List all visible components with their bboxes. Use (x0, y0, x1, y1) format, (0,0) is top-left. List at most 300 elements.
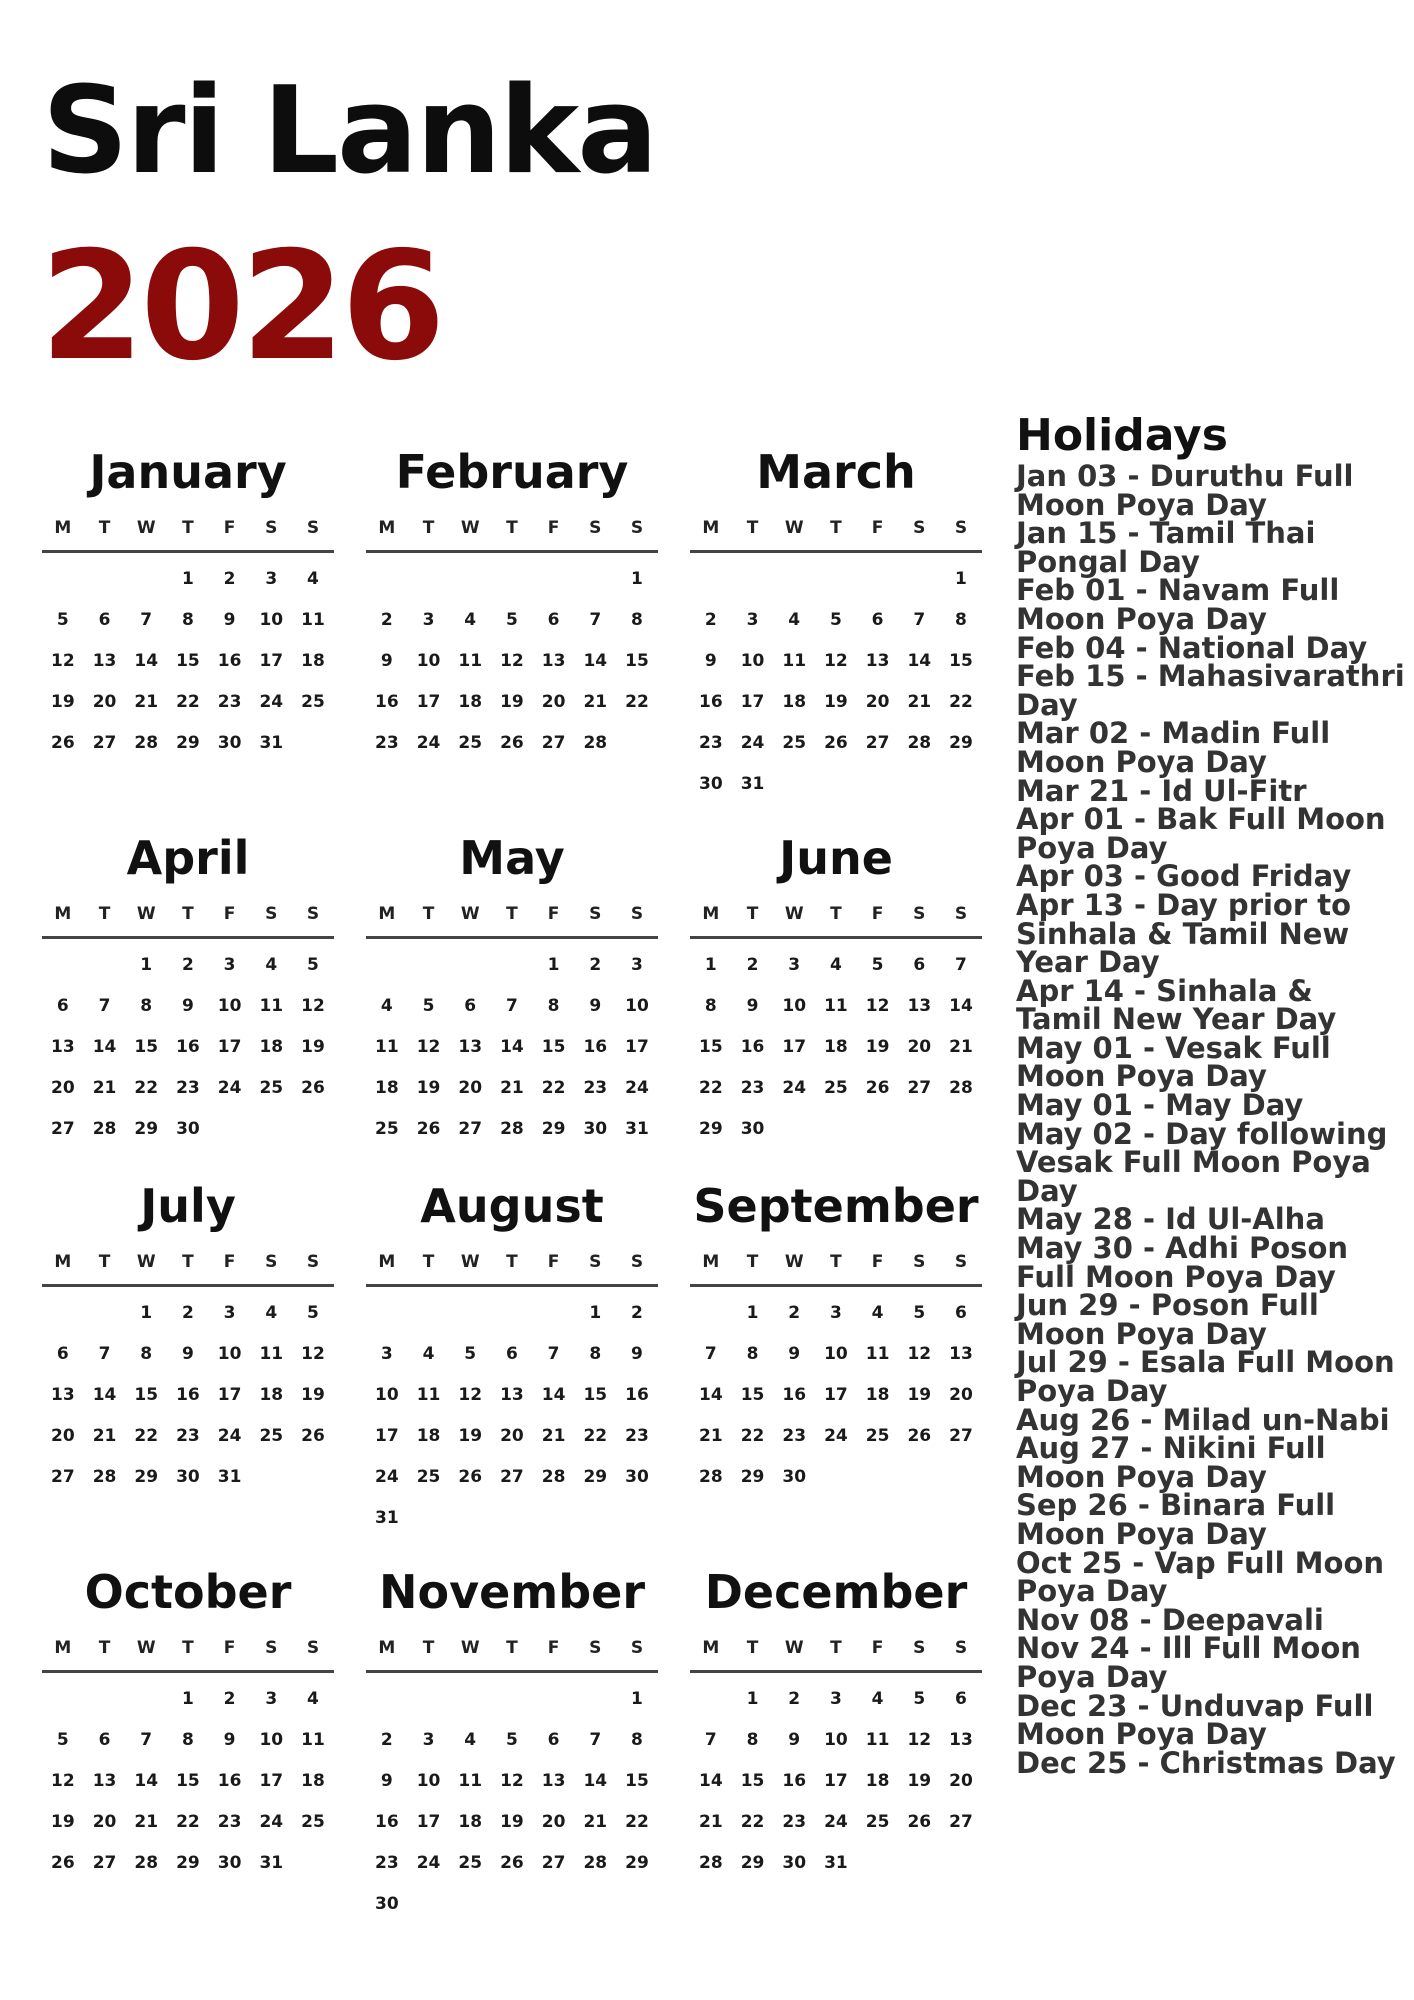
day-cell: 30 (625, 1467, 649, 1487)
day-cell: 7 (505, 996, 518, 1016)
day-cell: 27 (92, 733, 117, 753)
weekday-label: F (871, 518, 884, 538)
month-february (366, 440, 658, 764)
holidays-title: Holidays (1016, 410, 1228, 461)
day-cell: 31 (259, 1853, 284, 1873)
day-cell: 23 (176, 1078, 200, 1098)
divider (690, 1284, 982, 1287)
day-cell: 27 (949, 1426, 973, 1446)
weekday-header (42, 904, 334, 924)
day-cell: 1 (704, 955, 717, 975)
empty-cell (491, 1679, 533, 1720)
day-cell: 20 (51, 1078, 75, 1098)
month-name: May (459, 831, 565, 885)
holiday-item: Aug 26 - Milad un-Nabi (1016, 1402, 1390, 1437)
day-grid (690, 559, 982, 805)
day-cell: 28 (92, 1467, 117, 1487)
weekday-label: S (265, 1252, 278, 1272)
day-cell: 17 (259, 651, 284, 671)
weekday-label: T (182, 904, 194, 924)
weekday-label: M (378, 904, 396, 924)
weekday-label: S (589, 904, 602, 924)
divider (366, 1284, 658, 1287)
day-cell: 11 (416, 1385, 441, 1405)
day-cell: 22 (625, 692, 649, 712)
holiday-list (1016, 459, 1408, 1780)
month-november (366, 1560, 658, 1925)
day-cell: 4 (380, 996, 393, 1016)
month-december (690, 1560, 982, 1884)
weekday-label: T (830, 518, 842, 538)
day-cell: 16 (176, 1385, 200, 1405)
day-cell: 19 (824, 692, 848, 712)
day-cell: 11 (865, 1730, 890, 1750)
day-cell: 7 (98, 996, 111, 1016)
day-cell: 24 (824, 1812, 848, 1832)
day-cell: 11 (259, 1344, 284, 1364)
day-cell: 26 (500, 1853, 524, 1873)
day-cell: 30 (583, 1119, 608, 1139)
day-cell: 2 (746, 955, 759, 975)
day-cell: 27 (458, 1119, 483, 1139)
day-cell: 3 (829, 1689, 842, 1709)
day-cell: 28 (699, 1467, 723, 1487)
day-cell: 6 (955, 1689, 967, 1709)
day-cell: 14 (92, 1037, 117, 1057)
day-cell: 4 (829, 955, 842, 975)
empty-cell (690, 1293, 732, 1334)
day-cell: 6 (464, 996, 477, 1016)
day-cell: 17 (217, 1037, 242, 1057)
day-cell: 11 (458, 651, 483, 671)
day-cell: 23 (740, 1078, 765, 1098)
day-cell: 18 (375, 1078, 399, 1098)
day-cell: 31 (375, 1508, 399, 1528)
holiday-item: Oct 25 - Vap Full Moon Poya Day (1016, 1545, 1385, 1609)
day-grid (366, 1293, 658, 1539)
day-cell: 3 (265, 1689, 278, 1709)
empty-cell (449, 1679, 491, 1720)
day-cell: 1 (181, 1689, 194, 1709)
month-name: January (89, 445, 287, 499)
day-cell: 1 (181, 569, 194, 589)
day-cell: 23 (217, 692, 242, 712)
day-cell: 3 (223, 955, 236, 975)
day-cell: 15 (699, 1037, 723, 1057)
day-grid (366, 945, 658, 1150)
day-cell: 18 (301, 1771, 325, 1791)
holiday-item: Jan 15 - Tamil Thai Pongal Day (1016, 516, 1316, 579)
day-cell: 5 (464, 1344, 477, 1364)
day-cell: 24 (740, 733, 765, 753)
day-cell: 8 (140, 1344, 153, 1364)
day-cell: 4 (788, 610, 801, 630)
day-cell: 21 (699, 1426, 723, 1446)
day-cell: 15 (740, 1771, 765, 1791)
divider (366, 550, 658, 553)
holiday-item: May 28 - Id Ul-Alha (1016, 1202, 1325, 1237)
day-cell: 20 (458, 1078, 483, 1098)
day-cell: 29 (625, 1853, 649, 1873)
day-cell: 21 (134, 692, 159, 712)
day-cell: 2 (380, 1730, 393, 1750)
weekday-label: F (223, 904, 236, 924)
weekday-label: W (460, 1638, 480, 1658)
month-name: September (693, 1179, 979, 1233)
empty-cell (690, 1679, 732, 1720)
day-cell: 23 (375, 733, 399, 753)
weekday-label: T (506, 1638, 518, 1658)
empty-cell (732, 559, 774, 600)
day-cell: 24 (824, 1426, 848, 1446)
day-cell: 7 (589, 610, 602, 630)
day-cell: 19 (907, 1771, 932, 1791)
day-cell: 2 (589, 955, 602, 975)
day-cell: 24 (416, 1853, 441, 1873)
holiday-item: Apr 01 - Bak Full Moon Poya Day (1016, 802, 1386, 865)
day-cell: 1 (140, 1303, 153, 1323)
day-cell: 5 (307, 955, 319, 975)
weekday-label: F (223, 518, 236, 538)
day-cell: 28 (134, 733, 159, 753)
day-cell: 29 (699, 1119, 723, 1139)
day-cell: 15 (134, 1385, 159, 1405)
day-cell: 6 (955, 1303, 967, 1323)
weekday-label: W (136, 1252, 156, 1272)
empty-cell (408, 559, 450, 600)
weekday-label: F (871, 1638, 884, 1658)
day-cell: 3 (422, 610, 435, 630)
day-cell: 2 (631, 1303, 643, 1323)
empty-cell (533, 1293, 575, 1334)
day-cell: 10 (625, 996, 649, 1016)
day-cell: 9 (704, 651, 717, 671)
day-cell: 7 (589, 1730, 602, 1750)
day-cell: 27 (51, 1119, 75, 1139)
weekday-label: S (913, 1638, 926, 1658)
day-cell: 10 (217, 996, 242, 1016)
day-cell: 28 (699, 1853, 723, 1873)
day-cell: 14 (583, 1771, 608, 1791)
day-cell: 4 (871, 1689, 884, 1709)
empty-cell (84, 1293, 126, 1334)
day-cell: 19 (907, 1385, 932, 1405)
day-cell: 13 (51, 1037, 75, 1057)
day-cell: 3 (631, 955, 643, 975)
day-cell: 25 (301, 1812, 325, 1832)
day-cell: 24 (217, 1078, 242, 1098)
day-cell: 23 (583, 1078, 608, 1098)
day-cell: 10 (824, 1730, 848, 1750)
holiday-item: Aug 27 - Nikini Full Moon Poya Day (1016, 1431, 1326, 1494)
weekday-label: T (182, 1252, 194, 1272)
weekday-label: W (460, 1252, 480, 1272)
day-cell: 13 (92, 651, 117, 671)
day-cell: 14 (583, 651, 608, 671)
day-cell: 22 (740, 1812, 765, 1832)
month-october (42, 1560, 334, 1884)
day-cell: 15 (541, 1037, 566, 1057)
day-cell: 18 (301, 651, 325, 671)
day-cell: 7 (913, 610, 926, 630)
day-cell: 18 (458, 692, 483, 712)
day-cell: 9 (223, 1730, 236, 1750)
day-cell: 2 (181, 955, 194, 975)
weekday-label: S (589, 1638, 602, 1658)
day-cell: 18 (865, 1771, 890, 1791)
divider (690, 550, 982, 553)
weekday-label: M (54, 518, 72, 538)
weekday-label: S (630, 1638, 644, 1658)
weekday-label: W (784, 904, 804, 924)
weekday-header (42, 1638, 334, 1658)
empty-cell (125, 559, 167, 600)
day-cell: 24 (375, 1467, 399, 1487)
day-cell: 15 (176, 651, 200, 671)
day-cell: 19 (500, 1812, 524, 1832)
weekday-label: S (954, 1638, 968, 1658)
empty-cell (366, 559, 408, 600)
day-cell: 26 (51, 1853, 75, 1873)
weekday-label: W (136, 904, 156, 924)
empty-cell (125, 1679, 167, 1720)
day-cell: 29 (134, 1467, 159, 1487)
weekday-label: T (422, 518, 435, 538)
empty-cell (42, 945, 84, 986)
day-cell: 4 (265, 1303, 278, 1323)
day-cell: 21 (699, 1812, 723, 1832)
day-cell: 16 (583, 1037, 608, 1057)
day-cell: 9 (589, 996, 602, 1016)
weekday-label: T (830, 1638, 842, 1658)
day-cell: 25 (301, 692, 325, 712)
day-cell: 30 (782, 1467, 807, 1487)
day-cell: 9 (380, 1771, 393, 1791)
day-cell: 15 (176, 1771, 200, 1791)
day-cell: 28 (583, 1853, 608, 1873)
day-cell: 23 (625, 1426, 649, 1446)
weekday-label: F (223, 1638, 236, 1658)
day-cell: 15 (583, 1385, 608, 1405)
day-cell: 12 (416, 1037, 441, 1057)
day-grid (366, 1679, 658, 1925)
day-cell: 17 (824, 1385, 848, 1405)
month-april (42, 826, 334, 1150)
day-cell: 10 (824, 1344, 848, 1364)
day-cell: 6 (547, 610, 560, 630)
day-cell: 15 (625, 651, 649, 671)
weekday-header (366, 904, 658, 924)
month-january (42, 440, 334, 764)
day-cell: 20 (541, 692, 566, 712)
day-cell: 10 (416, 1771, 441, 1791)
day-cell: 27 (92, 1853, 117, 1873)
year-heading: 2026 (40, 220, 442, 394)
day-cell: 22 (134, 1426, 159, 1446)
day-cell: 29 (583, 1467, 608, 1487)
empty-cell (84, 945, 126, 986)
weekday-label: W (136, 518, 156, 538)
day-cell: 6 (547, 1730, 560, 1750)
day-cell: 6 (98, 610, 111, 630)
day-cell: 8 (746, 1730, 759, 1750)
day-cell: 17 (782, 1037, 807, 1057)
weekday-header (690, 1252, 982, 1272)
day-cell: 25 (824, 1078, 848, 1098)
holiday-item: Dec 23 - Unduvap Full Moon Poya Day (1016, 1688, 1374, 1752)
day-cell: 31 (625, 1119, 649, 1139)
day-cell: 11 (458, 1771, 483, 1791)
day-cell: 14 (134, 1771, 159, 1791)
weekday-label: M (54, 904, 72, 924)
day-cell: 29 (176, 733, 200, 753)
weekday-label: S (913, 904, 926, 924)
weekday-label: S (630, 904, 644, 924)
day-cell: 13 (865, 651, 890, 671)
weekday-label: T (98, 1252, 111, 1272)
weekday-label: F (547, 518, 560, 538)
weekday-label: S (306, 904, 320, 924)
day-cell: 20 (541, 1812, 566, 1832)
day-cell: 15 (949, 651, 973, 671)
day-cell: 3 (829, 1303, 842, 1323)
day-cell: 21 (92, 1426, 117, 1446)
day-grid (690, 1293, 982, 1498)
day-cell: 28 (583, 733, 608, 753)
day-cell: 28 (92, 1119, 117, 1139)
weekday-header (690, 518, 982, 538)
day-cell: 6 (56, 1344, 69, 1364)
day-cell: 1 (140, 955, 153, 975)
day-cell: 10 (375, 1385, 399, 1405)
weekday-label: T (422, 1638, 435, 1658)
day-cell: 8 (704, 996, 717, 1016)
day-cell: 29 (541, 1119, 566, 1139)
weekday-label: M (702, 904, 720, 924)
day-cell: 24 (782, 1078, 807, 1098)
day-cell: 9 (746, 996, 759, 1016)
month-name: August (420, 1179, 604, 1233)
day-cell: 12 (907, 1730, 932, 1750)
empty-cell (366, 945, 408, 986)
day-cell: 26 (301, 1078, 325, 1098)
day-cell: 8 (547, 996, 560, 1016)
day-cell: 18 (259, 1037, 284, 1057)
day-cell: 26 (500, 733, 524, 753)
divider (42, 550, 334, 553)
holiday-item: May 02 - Day following Vesak Full Moon Poya Day (1016, 1116, 1388, 1208)
day-cell: 27 (500, 1467, 524, 1487)
divider (42, 1670, 334, 1673)
day-cell: 31 (824, 1853, 848, 1873)
day-cell: 1 (589, 1303, 602, 1323)
weekday-label: S (954, 904, 968, 924)
day-cell: 19 (416, 1078, 441, 1098)
month-may (366, 826, 658, 1150)
day-cell: 15 (625, 1771, 649, 1791)
day-cell: 1 (631, 569, 643, 589)
month-march (690, 440, 982, 805)
day-cell: 20 (907, 1037, 932, 1057)
day-cell: 29 (949, 733, 973, 753)
day-cell: 12 (500, 1771, 524, 1791)
day-cell: 21 (583, 692, 608, 712)
day-cell: 9 (788, 1730, 801, 1750)
day-cell: 16 (625, 1385, 649, 1405)
divider (42, 1284, 334, 1287)
day-cell: 30 (782, 1853, 807, 1873)
page-title: Sri Lanka (42, 62, 657, 201)
weekday-label: T (98, 1638, 111, 1658)
day-cell: 13 (949, 1344, 973, 1364)
day-cell: 17 (625, 1037, 649, 1057)
weekday-label: F (871, 1252, 884, 1272)
day-cell: 13 (949, 1730, 973, 1750)
weekday-label: T (746, 518, 759, 538)
day-cell: 18 (865, 1385, 890, 1405)
day-cell: 10 (217, 1344, 242, 1364)
weekday-header (366, 518, 658, 538)
day-cell: 30 (740, 1119, 765, 1139)
empty-cell (898, 559, 940, 600)
day-cell: 16 (782, 1385, 807, 1405)
day-cell: 22 (134, 1078, 159, 1098)
weekday-label: M (702, 1252, 720, 1272)
weekday-label: S (306, 1252, 320, 1272)
holiday-item: Feb 01 - Navam Full Moon Poya Day (1016, 573, 1340, 636)
day-cell: 16 (375, 692, 399, 712)
day-cell: 30 (176, 1119, 200, 1139)
day-cell: 7 (98, 1344, 111, 1364)
day-cell: 1 (746, 1303, 759, 1323)
day-grid (42, 945, 334, 1150)
day-cell: 12 (824, 651, 848, 671)
divider (690, 936, 982, 939)
day-cell: 16 (217, 1771, 242, 1791)
day-cell: 14 (699, 1771, 723, 1791)
day-cell: 22 (583, 1426, 608, 1446)
day-cell: 23 (782, 1426, 807, 1446)
day-cell: 2 (223, 1689, 236, 1709)
holidays-panel (1016, 410, 1408, 1780)
day-cell: 29 (740, 1467, 765, 1487)
day-cell: 11 (301, 610, 325, 630)
day-cell: 4 (307, 569, 319, 589)
weekday-label: F (547, 1638, 560, 1658)
day-cell: 9 (223, 610, 236, 630)
empty-cell (449, 1293, 491, 1334)
day-cell: 31 (259, 733, 284, 753)
day-cell: 13 (51, 1385, 75, 1405)
day-cell: 8 (746, 1344, 759, 1364)
day-cell: 26 (301, 1426, 325, 1446)
day-cell: 12 (301, 1344, 325, 1364)
empty-cell (366, 1293, 408, 1334)
weekday-label: W (784, 518, 804, 538)
weekday-label: S (954, 1252, 968, 1272)
day-cell: 13 (500, 1385, 524, 1405)
weekday-label: M (702, 1638, 720, 1658)
holiday-item: Apr 13 - Day prior to Sinhala & Tamil New Year Day (1016, 887, 1352, 980)
day-cell: 7 (140, 610, 153, 630)
day-cell: 26 (51, 733, 75, 753)
day-grid (690, 1679, 982, 1884)
day-cell: 9 (181, 996, 194, 1016)
month-july (42, 1174, 334, 1498)
day-cell: 26 (907, 1812, 932, 1832)
holiday-item: Feb 15 - Mahasivarathri Day (1016, 659, 1405, 722)
day-cell: 22 (176, 692, 200, 712)
